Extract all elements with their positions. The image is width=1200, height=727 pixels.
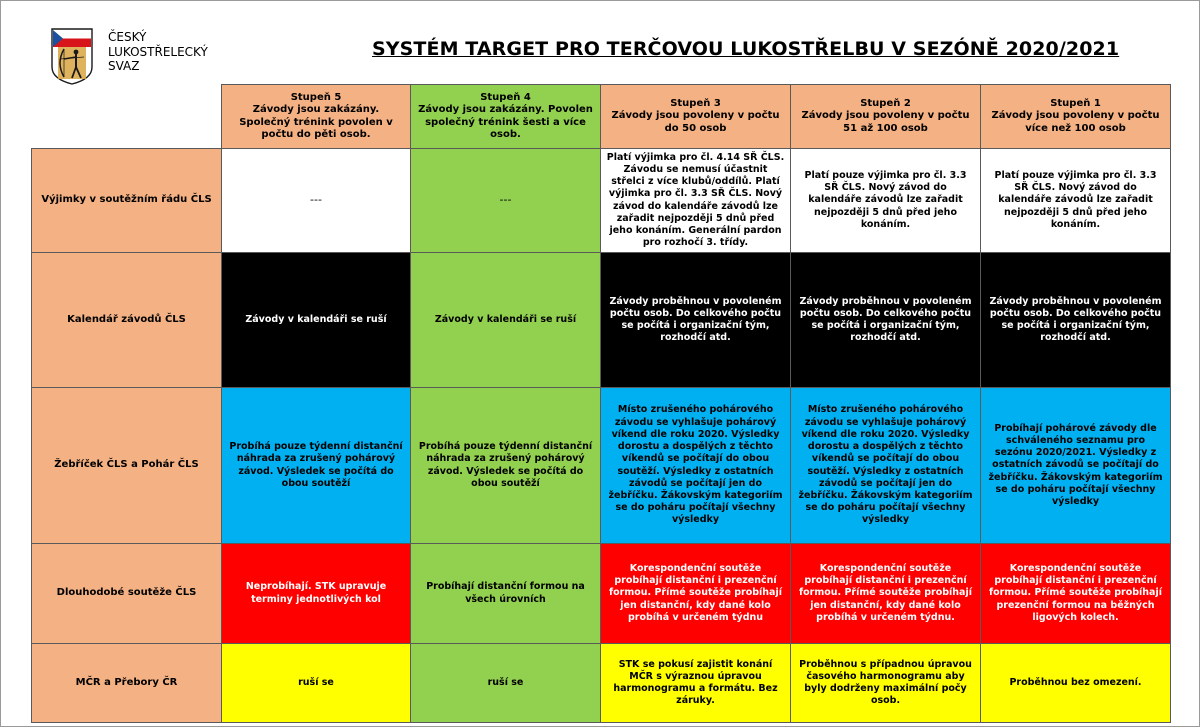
rule-cell: Korespondenční soutěže probíhají distanční i prezenční formou. Přímé soutěže probíhají prezenční formou na běžných ligových kolech. [980,543,1171,644]
rule-cell: Závody proběhnou v povoleném počtu osob. Do celkového počtu se počítá i organizační tým, rozhodčí atd. [600,252,791,388]
rule-cell: Probíhá pouze týdenní distanční náhrada za zrušený pohárový závod. Výsledek se počítá do obou soutěží [410,387,601,544]
level-header-3 [600,84,791,149]
archery-federation-logo [50,27,94,85]
target-system-table [31,84,1170,722]
level-stage: Stupeň 2 [860,97,911,109]
rule-cell: ruší se [410,643,601,723]
rule-cell: Závody v kalendáři se ruší [410,252,601,388]
level-stage: Stupeň 1 [1050,97,1101,109]
level-description: Závody jsou povoleny v počtu více než 100 osob [991,110,1160,134]
row-label-calendar: Kalendář závodů ČLS [31,252,222,388]
rule-cell: Korespondenční soutěže probíhají distanční i prezenční formou. Přímé soutěže probíhají jen distanční, kdy dané kolo probíhá v určeném týdnu. [790,543,981,644]
level-stage: Stupeň 3 [670,97,721,109]
page-title: SYSTÉM TARGET PRO TERČOVOU LUKOSTŘELBU V SEZÓNĚ 2020/2021 [372,38,1120,60]
level-header-2 [790,84,981,149]
rule-cell: ruší se [221,643,411,723]
level-header-5 [221,84,411,149]
rule-cell: STK se pokusí zajistit konání MČR s výraznou úpravou harmonogramu a formátu. Bez záruky. [600,643,791,723]
rule-cell: --- [221,148,411,253]
row-label-long-term: Dlouhodobé soutěže ČLS [31,543,222,644]
rule-cell: Probíhá pouze týdenní distanční náhrada za zrušený pohárový závod. Výsledek se počítá do obou soutěží [221,387,411,544]
row-label-exceptions: Výjimky v soutěžním řádu ČLS [31,148,222,253]
rule-cell: Neprobíhají. STK upravuje terminy jednotlivých kol [221,543,411,644]
org-line-2: LUKOSTŘELECKÝ [108,44,208,59]
rule-cell: Proběhnou s případnou úpravou časového harmonogramu aby byly dodrženy maximální počy osob. [790,643,981,723]
row-label-championships: MČR a Přebory ČR [31,643,222,723]
rule-cell: Probíhají pohárové závody dle schváleného seznamu pro sezónu 2020/2021. Výsledky z ostatních závodů se počítají do žebříčku. Žákovským kategoriím se do poháru počítají všechny výsledky [980,387,1171,544]
level-header-1 [980,84,1171,149]
rule-cell: Korespondenční soutěže probíhají distanční i prezenční formou. Přímé soutěže probíhají jen distanční, kdy dané kolo probíhá v určeném týdnu [600,543,791,644]
rule-cell: --- [410,148,601,253]
level-header-4 [410,84,601,149]
rule-cell: Místo zrušeného pohárového závodu se vyhlašuje pohárový víkend dle roku 2020. Výsledky dorostu a dospělých z těchto víkendů se počítají do obou soutěží. Výsledky z ostatních závodů se počítají jen do žebříčku. Žákovským kategoriím se do poháru počítají všechny výsledky [600,387,791,544]
row-label-ranking: Žebříček ČLS a Pohár ČLS [31,387,222,544]
level-description: Závody jsou povoleny v počtu 51 až 100 osob [801,110,970,134]
rule-cell: Závody proběhnou v povoleném počtu osob. Do celkového počtu se počítá i organizační tým, rozhodčí atd. [790,252,981,388]
level-description: Závody jsou zakázány. Společný trénink povolen v počtu do pěti osob. [239,104,393,140]
level-stage: Stupeň 5 [290,91,342,103]
org-line-3: SVAZ [108,59,140,73]
header-corner [31,84,222,149]
organization-name [108,30,208,74]
rule-cell: Platí pouze výjimka pro čl. 3.3 SŘ ČLS. Nový závod do kalendáře závodů lze zařadit nejpozději 5 dnů před jeho konáním. [980,148,1171,253]
rule-cell: Proběhnou bez omezení. [980,643,1171,723]
level-description: Závody jsou povoleny v počtu do 50 osob [611,110,780,134]
rule-cell: Probíhají distanční formou na všech úrovních [410,543,601,644]
rule-cell: Platí pouze výjimka pro čl. 3.3 SŘ ČLS. Nový závod do kalendáře závodů lze zařadit nejpozději 5 dnů před jeho konáním. [790,148,981,253]
level-description: Závody jsou zakázány. Povolen společný trénink šesti a více osob. [418,104,593,140]
level-stage: Stupeň 4 [480,91,531,103]
rule-cell: Závody proběhnou v povoleném počtu osob. Do celkového počtu se počítá i organizační tým, rozhodčí atd. [980,252,1171,388]
rule-cell: Závody v kalendáři se ruší [221,252,411,388]
rule-cell: Platí výjimka pro čl. 4.14 SŘ ČLS. Závodu se nemusí účastnit střelci z více klubů/oddílů. Platí výjimka pro čl. 3.3 SŘ ČLS. Nový závod do kalendáře závodů lze zařadit nejpozději 5 dnů před jeho konáním. Generální pardon pro rozhočí 3. třídy. [600,148,791,253]
rule-cell: Místo zrušeného pohárového závodu se vyhlašuje pohárový víkend dle roku 2020. Výsledky dorostu a dospělých z těchto víkendů se počítají do obou soutěží. Výsledky z ostatních závodů se počítají jen do žebříčku. Žákovským kategoriím se do poháru počítají všechny výsledky [790,387,981,544]
org-line-1: ČESKÝ [108,30,147,44]
